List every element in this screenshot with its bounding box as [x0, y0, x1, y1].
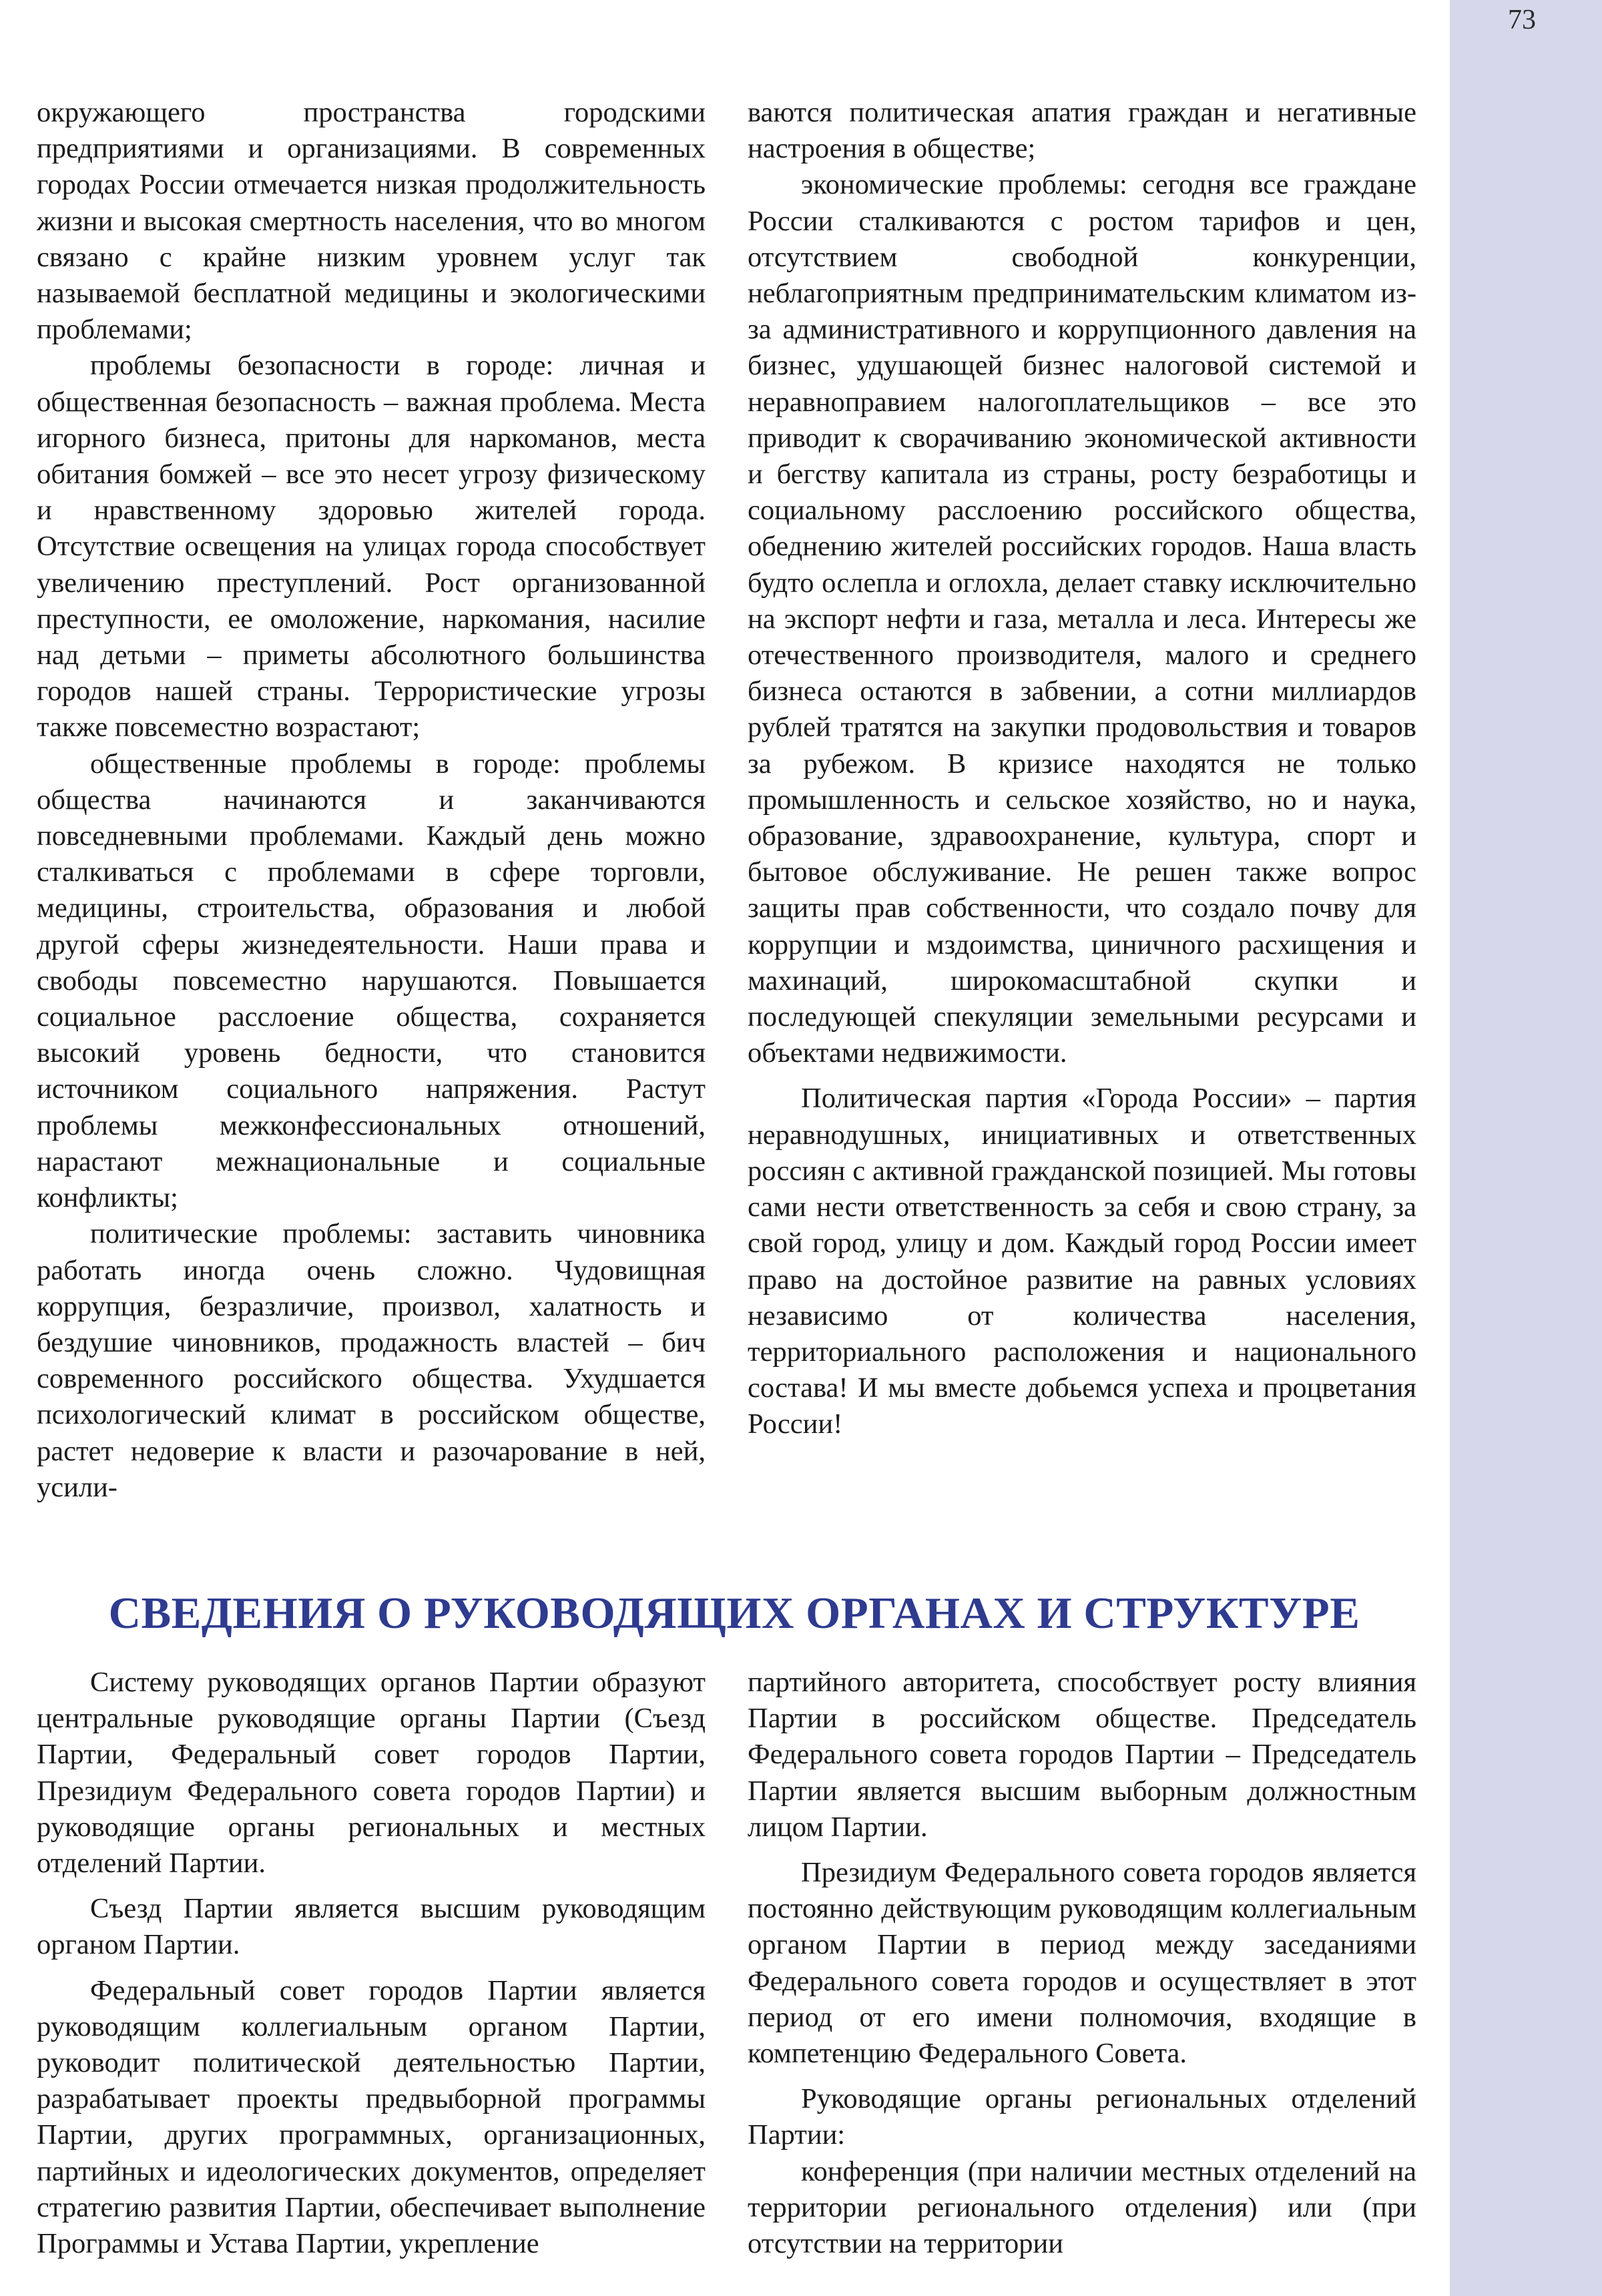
- top-right-column: [748, 95, 1416, 1443]
- page-number: 73: [1508, 5, 1536, 35]
- paragraph: общественные проблемы в городе: проблемы общества начинаются и заканчиваются повседневными проблемами. Каждый день можно сталкиваться с проблемами в сфере торговли, медицины, строительства, образования и любой другой сферы жизнедеятельности. Наши права и свободы повсеместно нарушаются. Повышается социальное расслоение общества, сохраняется высокий уровень бедности, что становится источником социального напряжения. Растут проблемы межконфессиональных отношений, нарастают межнациональные и социальные конфликты;: [37, 748, 706, 1214]
- paragraph: экономические проблемы: сегодня все граждане России сталкиваются с ростом тарифов и цен, отсутствием свободной конкуренции, неблагоприятным предпринимательским климатом из-за административного и коррупционного давления на бизнес, удушающей бизнес налоговой системой и неравноправием налогоплательщиков – все это приводит к сворачиванию экономической активности и бегству капитала из страны, росту безработицы и социальному расслоению российского общества, обеднению жителей российских городов. Наша власть будто ослепла и оглохла, делает ставку исключительно на экспорт нефти и газа, металла и леса. Интересы же отечественного производителя, малого и среднего бизнеса остаются в забвении, а сотни миллиардов рублей тратятся на закупки продовольствия и товаров за рубежом. В кризисе находятся не только промышленность и сельское хозяйство, но и наука, образование, здравоохранение, культура, спорт и бытовое обслуживание. Не решен также вопрос защиты прав собственности, что создало почву для коррупции и мздоимства, циничного расхищения и махинаций, широкомасштабной скупки и последующей спекуляции земельными ресурсами и объектами недвижимости.: [748, 169, 1416, 1069]
- top-left-column: [37, 95, 706, 1506]
- section-heading: СВЕДЕНИЯ О РУКОВОДЯЩИХ ОРГАНАХ И СТРУКТУРЕ: [108, 1589, 1360, 1638]
- paragraph: Руководящие органы региональных отделений Партии:: [748, 2083, 1416, 2151]
- paragraph: политические проблемы: заставить чиновника работать иногда очень сложно. Чудовищная коррупция, безразличие, произвол, халатность и бездушие чиновников, продажность властей – бич современного российского общества. Ухудшается психологический климат в российском обществе, растет недоверие к власти и разочарование в ней, усили-: [37, 1218, 706, 1503]
- paragraph: Систему руководящих органов Партии образуют центральные руководящие органы Партии (Съезд Партии, Федеральный совет городов Партии, Президиум Федерального совета городов Партии) и руководящие органы региональных и местных отделений Партии.: [37, 1667, 706, 1880]
- paragraph: Президиум Федерального совета городов является постоянно действующим руководящим коллегиальным органом Партии в период между заседаниями Федерального совета городов и осуществляет в этот период от его имени полномочия, входящие в компетенцию Федерального Совета.: [748, 1857, 1416, 2070]
- section-left-column: [37, 1665, 706, 2262]
- paragraph: Федеральный совет городов Партии является руководящим коллегиальным органом Партии, руководит политической деятельностью Партии, разрабатывает проекты предвыборной программы Партии, других программных, организационных, партийных и идеологических документов, определяет стратегию развития Партии, обеспечивает выполнение Программы и Устава Партии, укрепление: [37, 1974, 706, 2260]
- paragraph: Съезд Партии является высшим руководящим органом Партии.: [37, 1893, 706, 1961]
- page-margin-strip: [1450, 0, 1602, 2296]
- section-right-column: [748, 1665, 1416, 2262]
- paragraph: конференция (при наличии местных отделений на территории регионального отделения) или (при отсутствии на территории: [748, 2155, 1416, 2260]
- paragraph: партийного авторитета, способствует росту влияния Партии в российском обществе. Председатель Федерального совета городов Партии – Председатель Партии является высшим выборным должностным лицом Партии.: [748, 1667, 1416, 1843]
- paragraph: окружающего пространства городскими предприятиями и организациями. В современных городах России отмечается низкая продолжительность жизни и высокая смертность населения, что во многом связано с крайне низким уровнем услуг так называемой бесплатной медицины и экологическими проблемами;: [37, 97, 706, 346]
- paragraph: проблемы безопасности в городе: личная и общественная безопасность – важная проблема. Места игорного бизнеса, притоны для наркоманов, места обитания бомжей – все это несет угрозу физическому и нравственному здоровью жителей города. Отсутствие освещения на улицах города способствует увеличению преступлений. Рост организованной преступности, ее омоложение, наркомания, насилие над детьми – приметы абсолютного большинства городов нашей страны. Террористические угрозы также повсеместно возрастают;: [37, 350, 706, 744]
- paragraph: Политическая партия «Города России» – партия неравнодушных, инициативных и ответственных россиян с активной гражданской позицией. Мы готовы сами нести ответственность за себя и свою страну, за свой город, улицу и дом. Каждый город России имеет право на достойное развитие на равных условиях независимо от количества населения, территориального расположения и национального состава! И мы вместе добьемся успеха и процветания России!: [748, 1083, 1416, 1440]
- paragraph: ваются политическая апатия граждан и негативные настроения в обществе;: [748, 97, 1416, 165]
